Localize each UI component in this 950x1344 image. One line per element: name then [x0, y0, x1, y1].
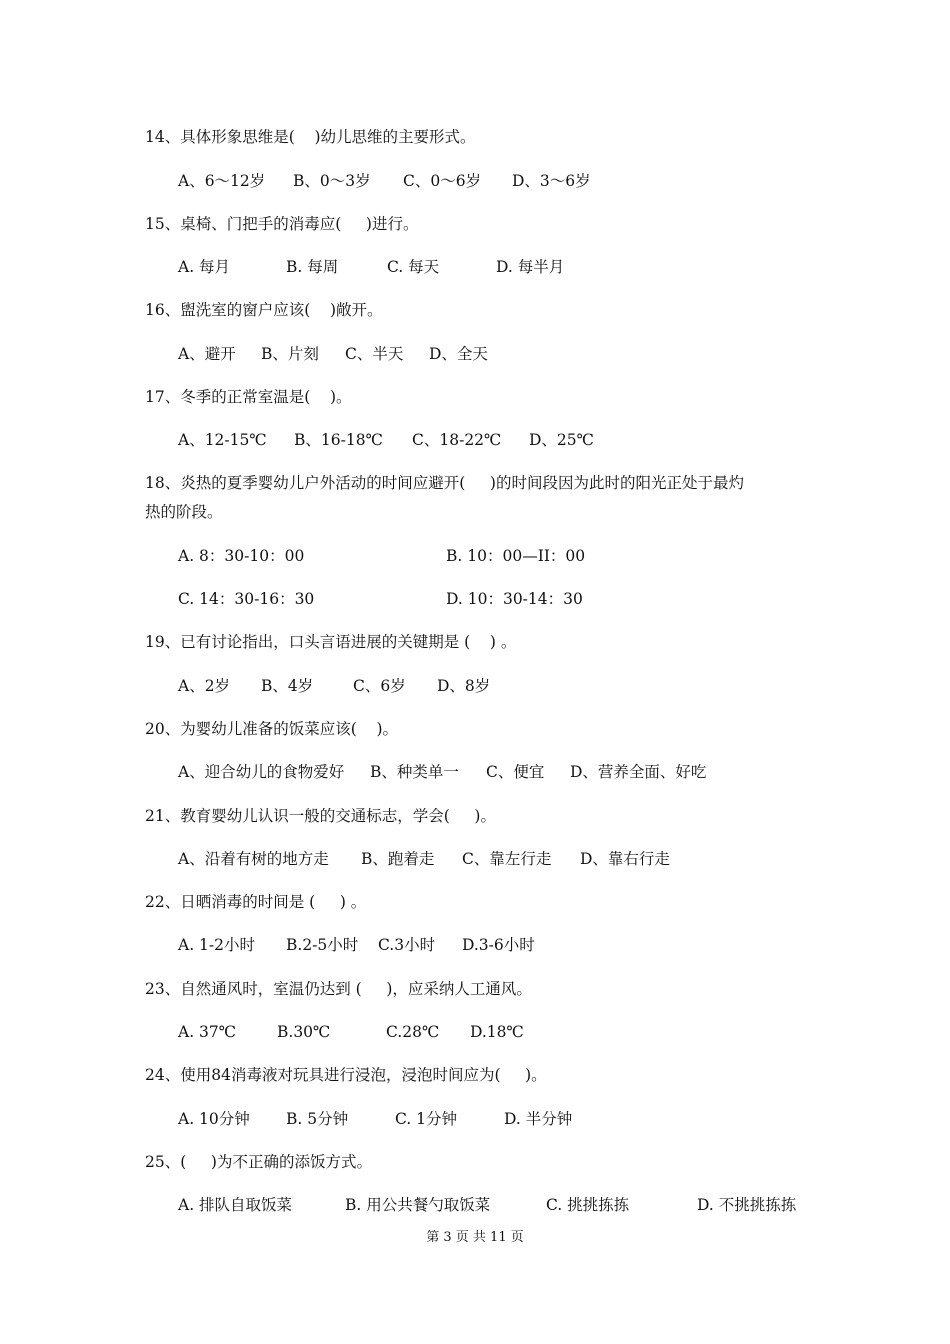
question-19: 19、已有讨论指出，口头言语进展的关键期是 ( ) 。: [145, 633, 517, 651]
q14-option-d: D、3～6岁: [512, 172, 591, 190]
question-24: 24、使用84消毒液对玩具进行浸泡，浸泡时间应为( )。: [145, 1066, 547, 1084]
q15-option-a: A. 每月: [178, 258, 231, 276]
q23-option-c: C.28℃: [386, 1023, 440, 1041]
q19-option-a: A、2岁: [178, 677, 231, 695]
q17-option-c: C、18-22℃: [412, 431, 502, 449]
q23-option-d: D.18℃: [470, 1023, 524, 1041]
question-15: 15、桌椅、门把手的消毒应( )进行。: [145, 215, 419, 233]
q15-option-c: C. 每天: [387, 258, 440, 276]
q14-option-a: A、6～12岁: [178, 172, 266, 190]
q19-option-c: C、6岁: [353, 677, 406, 695]
q21-option-b: B、跑着走: [361, 850, 435, 868]
q24-option-b: B. 5分钟: [286, 1110, 349, 1128]
question-22: 22、日晒消毒的时间是 ( ) 。: [145, 893, 367, 911]
q22-option-b: B.2-5小时: [286, 936, 359, 954]
q18-option-a: A. 8：30-10：00: [178, 547, 305, 565]
q19-option-b: B、4岁: [261, 677, 314, 695]
q21-option-d: D、靠右行走: [580, 850, 670, 868]
q25-option-c: C. 挑挑拣拣: [546, 1196, 630, 1214]
q18-option-c: C. 14：30-16：30: [178, 590, 315, 608]
q22-option-c: C.3小时: [378, 936, 436, 954]
q24-option-c: C. 1分钟: [395, 1110, 458, 1128]
q21-option-c: C、靠左行走: [462, 850, 552, 868]
q16-option-c: C、半天: [345, 345, 404, 363]
q25-option-d: D. 不挑挑拣拣: [697, 1196, 797, 1214]
q24-option-a: A. 10分钟: [178, 1110, 250, 1128]
question-18-continued: 热的阶段。: [145, 503, 223, 521]
q17-option-b: B、16-18℃: [294, 431, 383, 449]
q17-option-d: D、25℃: [529, 431, 594, 449]
q25-option-b: B. 用公共餐勺取饭菜: [345, 1196, 491, 1214]
q14-option-c: C、0～6岁: [403, 172, 482, 190]
q15-option-d: D. 每半月: [496, 258, 565, 276]
question-23: 23、自然通风时，室温仍达到 ( )，应采纳人工通风。: [145, 980, 532, 998]
q24-option-d: D. 半分钟: [504, 1110, 573, 1128]
q15-option-b: B. 每周: [286, 258, 339, 276]
q21-option-a: A、沿着有树的地方走: [178, 850, 329, 868]
q16-option-d: D、全天: [429, 345, 488, 363]
q19-option-d: D、8岁: [437, 677, 491, 695]
question-17: 17、冬季的正常室温是( )。: [145, 388, 352, 406]
q20-option-a: A、迎合幼儿的食物爱好: [178, 763, 345, 781]
q16-option-a: A、避开: [178, 345, 236, 363]
q23-option-b: B.30℃: [277, 1023, 331, 1041]
q14-option-b: B、0～3岁: [293, 172, 371, 190]
q20-option-c: C、便宜: [486, 763, 545, 781]
q22-option-d: D.3-6小时: [462, 936, 535, 954]
q22-option-a: A. 1-2小时: [178, 936, 256, 954]
q16-option-b: B、片刻: [261, 345, 319, 363]
question-16: 16、盥洗室的窗户应该( )敞开。: [145, 301, 383, 319]
q20-option-d: D、营养全面、好吃: [570, 763, 707, 781]
q17-option-a: A、12-15℃: [178, 431, 267, 449]
question-14: 14、具体形象思维是( )幼儿思维的主要形式。: [145, 128, 476, 146]
q18-option-b: B. 10：00—II：00: [446, 547, 586, 565]
question-18: 18、炎热的夏季婴幼儿户外活动的时间应避开( )的时间段因为此时的阳光正处于最灼: [145, 474, 744, 492]
question-21: 21、教育婴幼儿认识一般的交通标志，学会( )。: [145, 807, 496, 825]
q18-option-d: D. 10：30-14：30: [446, 590, 583, 608]
question-20: 20、为婴幼儿准备的饭菜应该( )。: [145, 720, 399, 738]
q20-option-b: B、种类单一: [370, 763, 459, 781]
q23-option-a: A. 37℃: [178, 1023, 237, 1041]
q25-option-a: A. 排队自取饭菜: [178, 1196, 293, 1214]
page-number-footer: 第 3 页 共 11 页: [426, 1230, 524, 1245]
question-25: 25、( )为不正确的添饭方式。: [145, 1153, 372, 1171]
